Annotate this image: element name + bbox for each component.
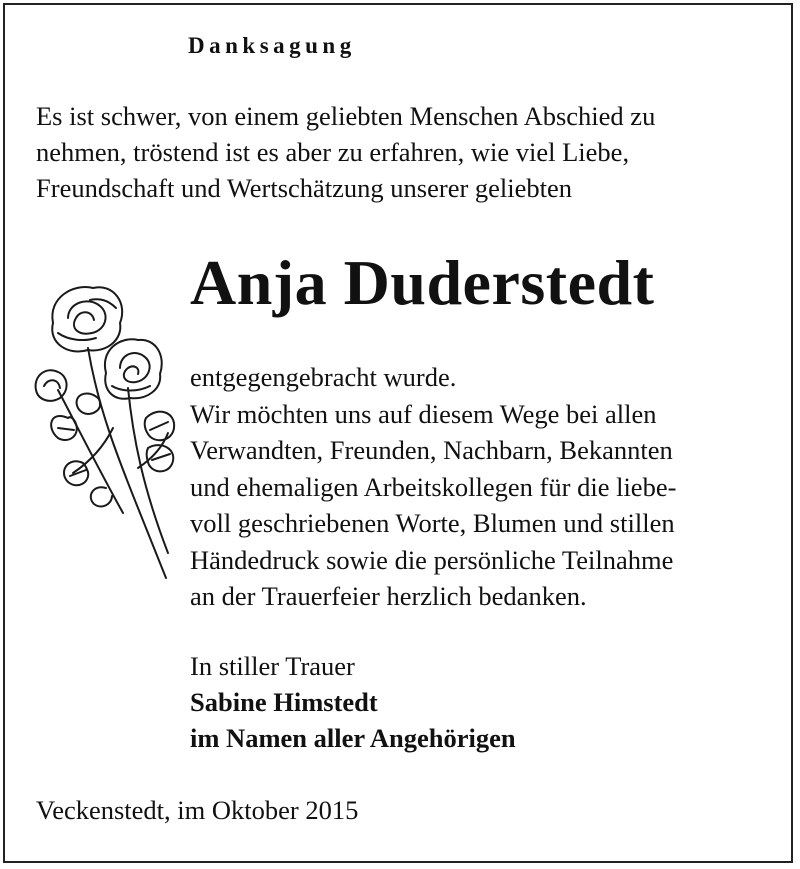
body-line: entgegengebracht wurde.	[190, 362, 457, 392]
signer-name: Sabine Himstedt	[190, 687, 378, 717]
family-line: im Namen aller Angehörigen	[190, 723, 516, 753]
intro-line: Freundschaft und Wertschätzung unserer geliebten	[36, 173, 573, 203]
deceased-name: Anja Duderstedt	[190, 247, 655, 318]
body-line: voll geschriebenen Worte, Blumen und stillen	[190, 508, 675, 538]
roses-illustration-icon	[28, 278, 188, 588]
place-date: Veckenstedt, im Oktober 2015	[36, 795, 359, 825]
body-line: Händedruck sowie die persönliche Teilnahme	[190, 544, 674, 575]
intro-text	[36, 98, 655, 206]
body-line: Wir möchten uns auf diesem Wege bei allen	[190, 398, 657, 429]
closing-block	[190, 648, 516, 756]
closing-line: In stiller Trauer	[190, 651, 355, 681]
body-text	[190, 359, 676, 615]
body-line: Verwandten, Freunden, Nachbarn, Bekannten	[190, 435, 673, 465]
body-line: an der Trauerfeier herzlich bedanken.	[190, 581, 587, 611]
notice-heading: Danksagung	[188, 33, 356, 58]
body-line: und ehemaligen Arbeitskollegen für die liebe-	[190, 471, 677, 502]
intro-line: nehmen, tröstend ist es aber zu erfahren, wie viel Liebe,	[36, 137, 630, 167]
intro-line: Es ist schwer, von einem geliebten Menschen Abschied zu	[36, 101, 656, 131]
